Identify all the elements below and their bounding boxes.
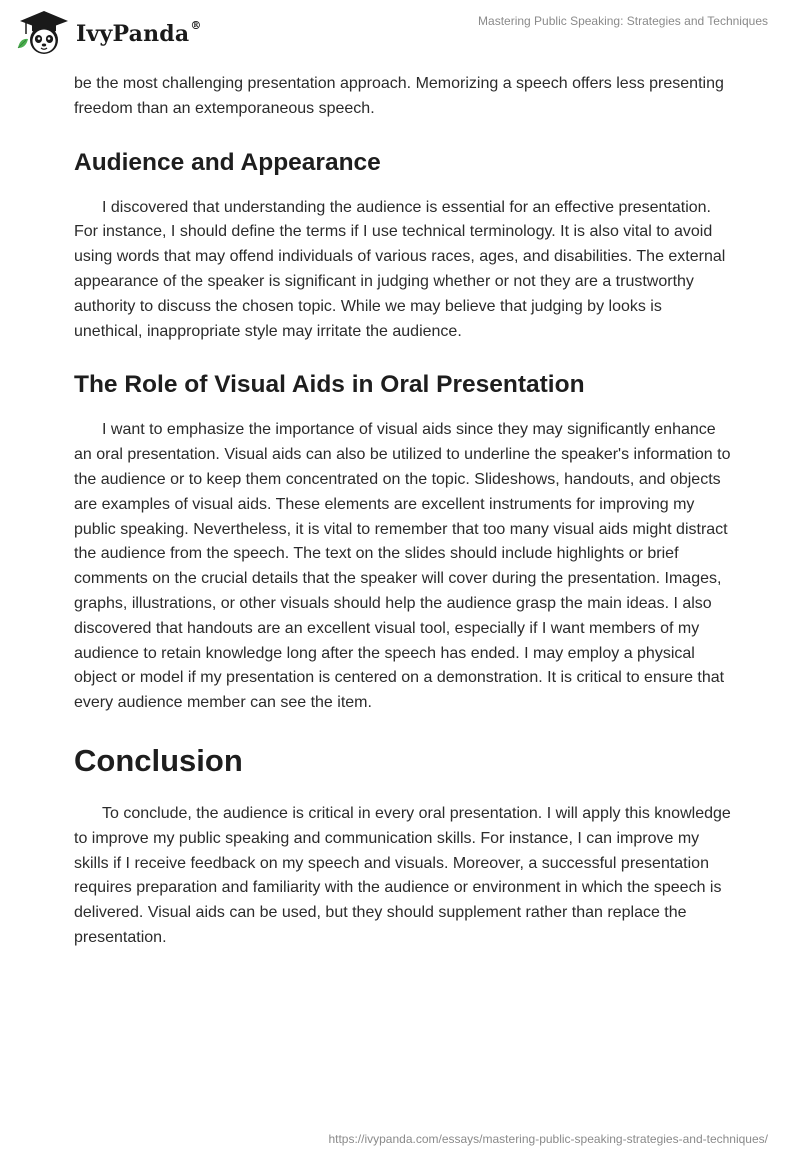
section-paragraph-visual-aids: I want to emphasize the importance of visual aids since they may significantly enhance an oral presentation. Visual aids can also be utilized to underline the speaker's information to the audience or to keep them concentrated on the topic. Slideshows, handouts, and objects are examples of visual aids. These elements are excellent instruments for improving my public speaking. Nevertheless, it is vital to remember that too many visual aids might distract the audience from the speech. The text on the slides should include highlights or brief comments on the crucial details that the speaker will cover during the presentation. Images, graphs, illustrations, or other visuals should help the audience grasp the main ideas. I also discovered that handouts are an excellent visual tool, especially if I want members of my audience to retain knowledge long after the speech has ended. I may employ a physical object or model if my presentation is centered on a demonstration. It is critical to ensure that every audience member can see the item.	[74, 421, 731, 712]
essay-content	[74, 72, 734, 951]
section-heading-audience: Audience and Appearance	[74, 148, 381, 176]
registered-mark: ®	[190, 19, 202, 32]
section-paragraph-conclusion: To conclude, the audience is critical in every oral presentation. I will apply this knowledge to improve my public speaking and communication skills. For instance, I can improve my skills if I receive feedback on my speech and visuals. Moreover, a successful presentation requires preparation and familiarity with the audience or environment in which the speech is delivered. Visual aids can be used, but they should supplement rather than replace the presentation.	[74, 804, 731, 946]
source-url[interactable]: https://ivypanda.com/essays/mastering-public-speaking-strategies-and-techniques/	[328, 1132, 768, 1146]
section-heading-conclusion: Conclusion	[74, 742, 243, 778]
intro-paragraph: be the most challenging presentation approach. Memorizing a speech offers less presenting freedom than an extemporaneous speech.	[74, 75, 724, 117]
page-header	[0, 0, 800, 66]
brand-name: IvyPanda®	[76, 19, 202, 47]
section-paragraph-audience: I discovered that understanding the audience is essential for an effective presentation. For instance, I should define the terms if I use technical terminology. It is also vital to avoid using words that may offend individuals of various races, ages, and disabilities. The external appearance of the speaker is significant in judging whether or not they are a trustworthy authority to discuss the chosen topic. While we may believe that judging by looks is unethical, inappropriate style may irritate the audience.	[74, 198, 726, 340]
panda-graduate-logo-icon	[14, 8, 72, 56]
section-heading-visual-aids: The Role of Visual Aids in Oral Presentation	[74, 371, 585, 399]
document-title: Mastering Public Speaking: Strategies and Techniques	[478, 14, 768, 28]
brand-logo[interactable]	[14, 8, 202, 56]
